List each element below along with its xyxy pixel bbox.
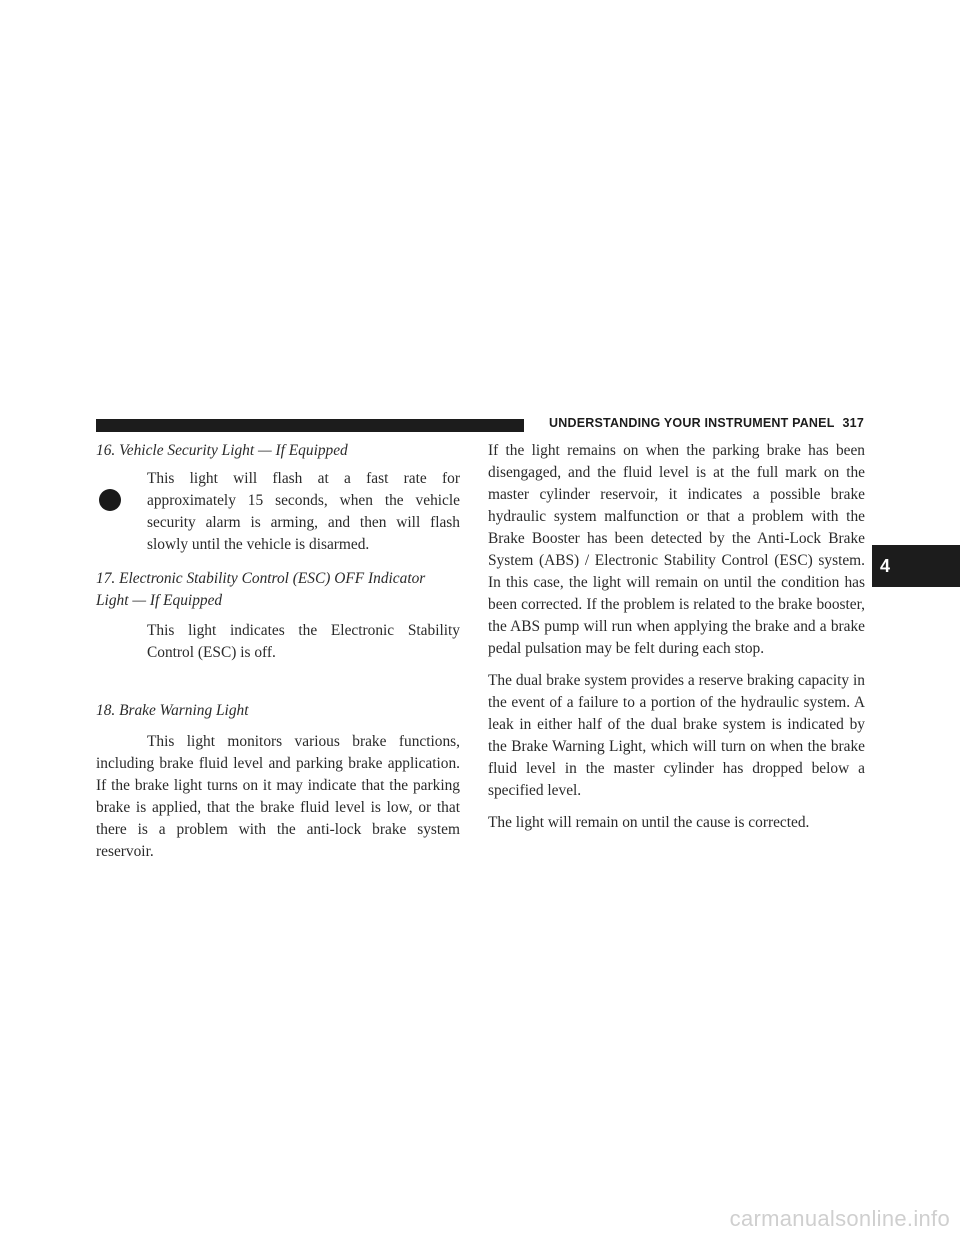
running-header bbox=[538, 416, 864, 430]
section-18-heading: 18. Brake Warning Light bbox=[96, 702, 249, 719]
section-18-text: This light monitors various brake functions, including brake fluid level and parking brake application. If the brake light turns on it may indicate that the parking brake is applied, that the brake fluid level is low, or that there is a problem with the anti-lock brake system reservoir. bbox=[96, 733, 460, 860]
chapter-tab[interactable]: 4 bbox=[872, 545, 960, 587]
brake-paragraph-1: If the light remains on when the parking brake has been disengaged, and the fluid level is at the full mark on the master cylinder reservoir, it indicates a possible brake hydraulic system malfunction or that a problem with the Brake Booster has been detected by the Anti-Lock Brake System (ABS) / Electronic Stability Control (ESC) system. In this case, the light will remain on until the condition has been corrected. If the problem is related to the brake booster, the ABS pump will run when applying the brake and a brake pedal pulsation may be felt during each stop. bbox=[488, 442, 865, 657]
section-17-heading-line2: Light — If Equipped bbox=[96, 592, 223, 609]
page-number: 317 bbox=[842, 416, 864, 430]
brake-paragraph-3: The light will remain on until the cause is corrected. bbox=[488, 814, 810, 831]
section-17-heading-line1: 17. Electronic Stability Control (ESC) OFF Indicator bbox=[96, 570, 426, 587]
left-column bbox=[96, 440, 460, 863]
section-16-heading: 16. Vehicle Security Light — If Equipped bbox=[96, 442, 348, 459]
header-rule bbox=[96, 419, 524, 432]
section-17-text: This light indicates the Electronic Stability Control (ESC) is off. bbox=[147, 622, 460, 661]
right-column bbox=[488, 440, 865, 834]
section-17-heading bbox=[96, 568, 460, 612]
brake-paragraph-2: The dual brake system provides a reserve braking capacity in the event of a failure to a portion of the hydraulic system. A leak in either half of the dual brake system is indicated by the Brake Warning Light, which will turn on when the brake fluid level in the master cylinder has dropped below a specified level. bbox=[488, 672, 865, 799]
section-16-text: This light will flash at a fast rate for approximately 15 seconds, when the vehicle security alarm is arming, and then will flash slowly until the vehicle is disarmed. bbox=[147, 470, 460, 553]
header-title: UNDERSTANDING YOUR INSTRUMENT PANEL bbox=[549, 416, 835, 430]
watermark: carmanualsonline.info bbox=[729, 1206, 950, 1231]
